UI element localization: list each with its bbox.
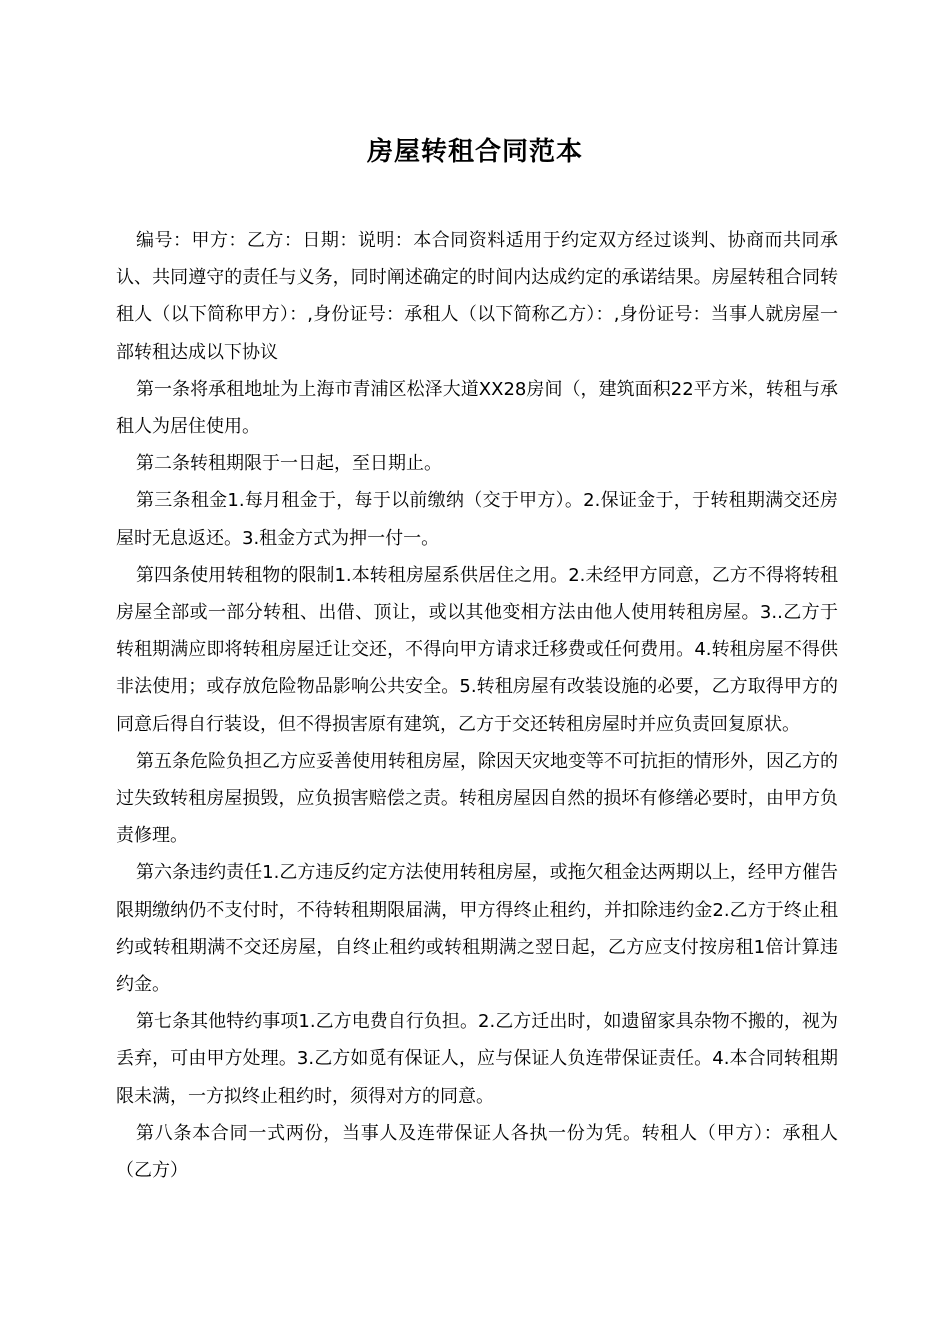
paragraph-article-3: 第三条租金1.每月租金于，每于以前缴纳（交于甲方）。2.保证金于，于转租期满交还房屋时无息返还。3.租金方式为押一付一。: [116, 490, 838, 549]
paragraph-article-6: 第六条违约责任1.乙方违反约定方法使用转租房屋，或拖欠租金达两期以上，经甲方催告限期缴纳仍不支付时，不待转租期限届满，甲方得终止租约，并扣除违约金2.乙方于终止租约或转租期满不交还房屋，自终止租约或转租期满之翌日起，乙方应支付按房租1倍计算违约金。: [116, 862, 838, 996]
paragraph-article-2: 第二条转租期限于一日起，至日期止。: [136, 453, 442, 475]
paragraph-article-5: 第五条危险负担乙方应妥善使用转租房屋，除因天灾地变等不可抗拒的情形外，因乙方的过失致转租房屋损毁，应负损害赔偿之责。转租房屋因自然的损坏有修缮必要时，由甲方负责修理。: [116, 750, 838, 847]
paragraph-article-8: 第八条本合同一式两份，当事人及连带保证人各执一份为凭。转租人（甲方）：承租人（乙方）: [116, 1122, 838, 1182]
paragraph-article-1: 第一条将承租地址为上海市青浦区松泽大道XX28房间（，建筑面积22平方米，转租与承租人为居住使用。: [116, 378, 838, 438]
paragraph-article-4: 第四条使用转租物的限制1.本转租房屋系供居住之用。2.未经甲方同意，乙方不得将转租房屋全部或一部分转租、出借、顶让，或以其他变相方法由他人使用转租房屋。3..乙方于转租期满应即将转租房屋迁让交还，不得向甲方请求迁移费或任何费用。4.转租房屋不得供非法使用；或存放危险物品影响公共安全。5.转租房屋有改装设施的必要，乙方取得甲方的同意后得自行装设，但不得损害原有建筑，乙方于交还转租房屋时并应负责回复原状。: [116, 564, 838, 735]
document-title: 房屋转租合同范本: [366, 137, 583, 167]
document-body: [116, 222, 838, 1189]
paragraph-intro: 编号：甲方：乙方：日期：说明：本合同资料适用于约定双方经过谈判、协商而共同承认、共同遵守的责任与义务，同时阐述确定的时间内达成约定的承诺结果。房屋转租合同转租人（以下简称甲方）：,身份证号：承租人（以下简称乙方）：,身份证号：当事人就房屋一部转租达成以下协议: [116, 230, 838, 363]
paragraph-article-7: 第七条其他特约事项1.乙方电费自行负担。2.乙方迁出时，如遗留家具杂物不搬的，视为丢弃，可由甲方处理。3.乙方如觅有保证人，应与保证人负连带保证责任。4.本合同转租期限未满，一方拟终止租约时，须得对方的同意。: [116, 1011, 838, 1107]
